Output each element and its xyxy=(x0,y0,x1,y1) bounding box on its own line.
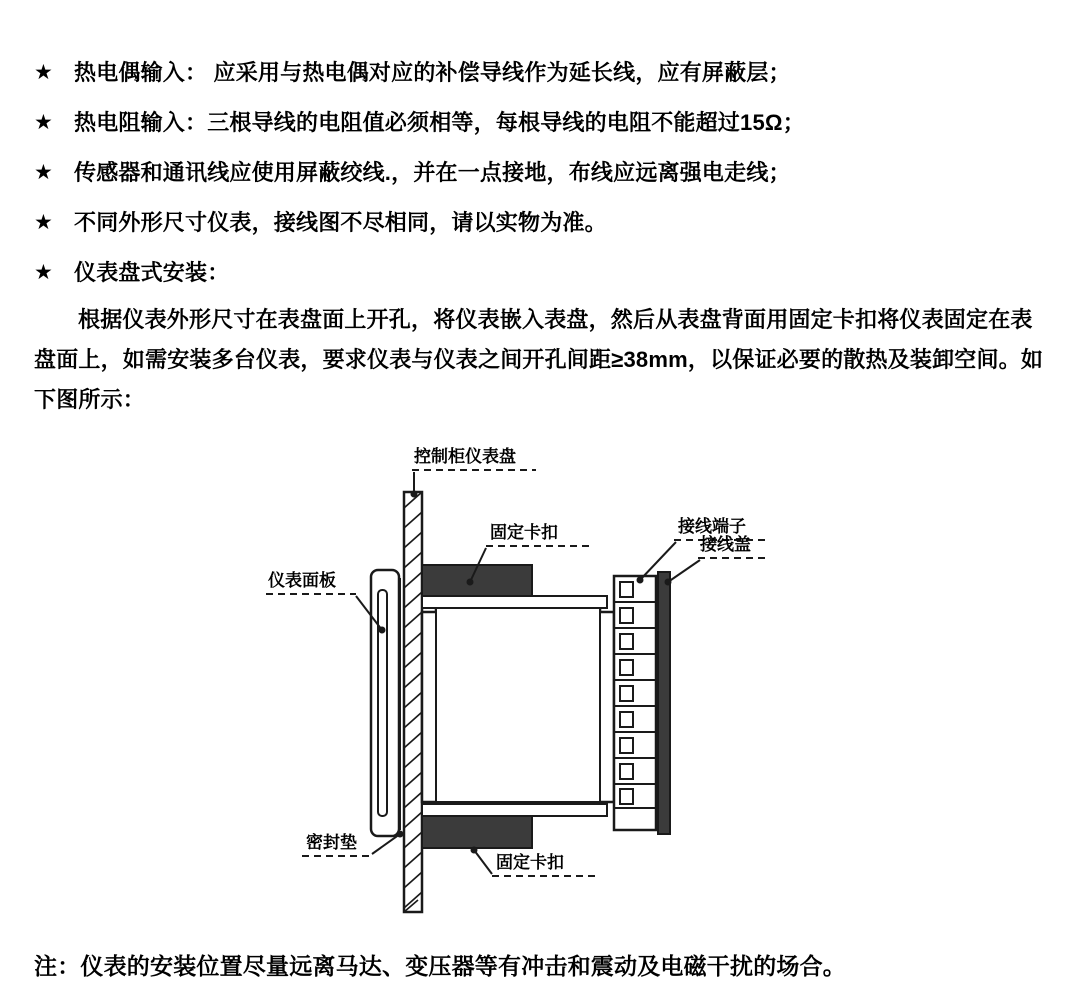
label-cabinet-panel: 控制柜仪表盘 xyxy=(414,447,516,466)
label-fixing-clip-top: 固定卡扣 xyxy=(490,523,558,542)
list-item xyxy=(0,58,1080,88)
list-item xyxy=(0,258,1080,288)
list-item xyxy=(0,158,1080,188)
label-terminal: 接线端子 xyxy=(678,517,746,536)
installation-diagram xyxy=(0,430,1080,940)
star-icon: ★ xyxy=(34,111,53,134)
body-paragraph: 根据仪表外形尺寸在表盘面上开孔，将仪表嵌入表盘，然后从表盘背面用固定卡扣将仪表固定在表盘面上，如需安装多台仪表，要求仪表与仪表之间开孔间距≥38mm，以保证必要的散热及装卸空间。如下图所示： xyxy=(34,307,1044,412)
list-item-text: 热电偶输入： 应采用与热电偶对应的补偿导线作为延长线，应有屏蔽层； xyxy=(74,60,791,85)
note-text: 注：仪表的安装位置尽量远离马达、变压器等有冲击和震动及电磁干扰的场合。 xyxy=(34,953,846,979)
list-item-text: 不同外形尺寸仪表，接线图不尽相同，请以实物为准。 xyxy=(74,210,607,235)
bullet-list xyxy=(0,58,1080,308)
star-icon: ★ xyxy=(34,161,53,184)
star-icon: ★ xyxy=(34,261,53,284)
list-item-text: 热电阻输入：三根导线的电阻值必须相等，每根导线的电阻不能超过15Ω； xyxy=(74,110,805,135)
list-item xyxy=(0,208,1080,238)
star-icon: ★ xyxy=(34,211,53,234)
label-gasket: 密封垫 xyxy=(306,833,357,852)
list-item xyxy=(0,108,1080,138)
label-instrument-panel: 仪表面板 xyxy=(268,571,336,590)
label-terminal-cover: 接线盖 xyxy=(700,535,751,554)
star-icon: ★ xyxy=(34,61,53,84)
list-item-text: 仪表盘式安装： xyxy=(74,260,230,285)
label-fixing-clip-bottom: 固定卡扣 xyxy=(496,853,564,872)
list-item-text: 传感器和通讯线应使用屏蔽绞线.，并在一点接地，布线应远离强电走线； xyxy=(74,160,791,185)
